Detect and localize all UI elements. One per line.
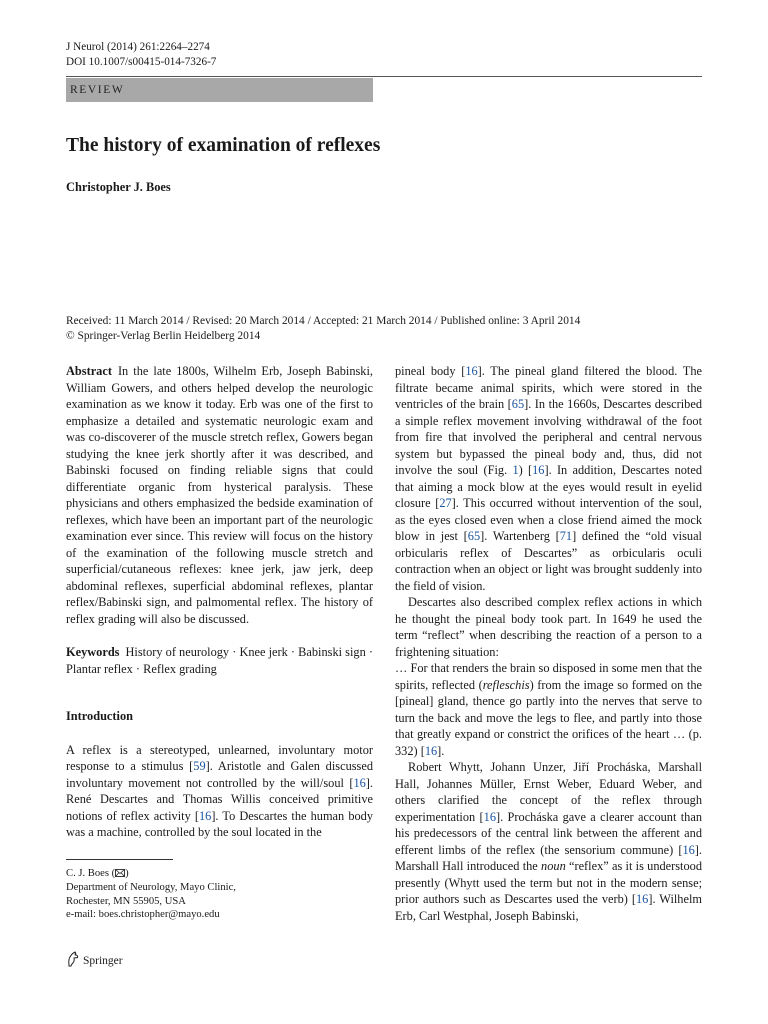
keyword-separator: · <box>229 645 240 659</box>
footnote-rule <box>66 859 173 860</box>
abstract <box>66 363 373 627</box>
publisher-name: Springer <box>83 954 123 967</box>
citation-link[interactable]: 65 <box>467 529 481 543</box>
text-run: ) [ <box>518 463 533 477</box>
keywords <box>66 644 373 677</box>
correspondence-author <box>66 867 236 881</box>
text-run: ]. Aristotle and Galen discussed involuntary movement not controlled by the will/soul [ <box>66 759 373 790</box>
block-quote <box>395 660 702 759</box>
body-paragraph: Descartes also described complex reflex actions in which he thought the pineal body took part. In 1649 he used the term “reflect” when describing the reaction of a person to a frightening situation: <box>395 595 702 659</box>
italic-term: refleschis <box>482 677 530 692</box>
text-run: ]. The pineal gland filtered the blood. The filtrate became animal spirits, which were stored in the ventricles of the brain [ <box>395 364 702 411</box>
category-banner: REVIEW <box>66 78 373 102</box>
text-run: pineal body [ <box>395 364 466 378</box>
header-rule <box>66 76 702 77</box>
keyword-separator: · <box>365 645 373 659</box>
keywords-label: Keywords <box>66 645 120 659</box>
citation-link[interactable]: 27 <box>439 496 452 510</box>
abstract-text: In the late 1800s, Wilhelm Erb, Joseph Babinski, William Gowers, and others helped develop the neurologic examination as we know it today. Erb was one of the first to emphasize a detailed and systematic neurologic exam and was co-discoverer of the muscle stretch reflex, Gowers began studying the knee jerk shortly after it was described, and Babinski focused on finding reliable signs that could differentiate organic from hysterical paralysis. These physicians and others emphasized the bedside examination of reflexes, which have been an important part of the neurologic examination ever since. This review will focus on the history of the examination of the following muscle stretch and superficial/cutaneous reflexes: knee jerk, jaw jerk, deep abdominal reflexes, superficial abdominal reflexes, plantar reflex/Babinski sign, and palmomental reflex. The history of reflex grading will also be discussed. <box>66 364 373 626</box>
figure-link[interactable]: 1 <box>512 463 519 477</box>
left-column <box>66 363 373 841</box>
citation-link[interactable]: 59 <box>193 759 206 773</box>
text-run: ]. In addition, Descartes noted that aiming a mock blow at the eyes would result in eyelid closure [ <box>395 463 702 510</box>
keyword-item: Reflex grading <box>143 661 217 676</box>
citation-link[interactable]: 65 <box>511 397 525 411</box>
text-run: “reflex” as it is understood presently (Whytt used the term but not in the modern sense; prior authors such as Descartes used the verb) [ <box>395 859 702 906</box>
italic-term: noun <box>541 859 566 873</box>
abstract-label: Abstract <box>66 364 112 378</box>
journal-citation: J Neurol (2014) 261:2264–2274 <box>66 41 210 53</box>
citation-link[interactable]: 16 <box>353 775 366 790</box>
body-paragraph <box>395 363 702 594</box>
keyword-separator: · <box>287 645 299 659</box>
body-paragraph <box>395 759 702 924</box>
keyword-item: History of neurology <box>125 645 230 659</box>
text-run: ]. Marshall Hall introduced the <box>395 842 702 873</box>
keyword-item: Plantar reflex <box>66 661 133 676</box>
text-run: Robert Whytt, Johann Unzer, Jiří Procháska, Marshall Hall, Johannes Müller, Ernst Weber, Eduard Weber, and others clarified the concept of the reflex through experimentation [ <box>395 760 702 824</box>
doi[interactable]: DOI 10.1007/s00415-014-7326-7 <box>66 56 217 68</box>
affil-name: C. J. Boes ( <box>66 868 116 879</box>
text-run: ]. Wilhelm Erb, Carl Westphal, Joseph Babinski, <box>395 892 702 923</box>
publication-dates: Received: 11 March 2014 / Revised: 20 March 2014 / Accepted: 21 March 2014 / Published online: 3 April 2014 <box>66 315 581 327</box>
citation-link[interactable]: 16 <box>532 463 545 477</box>
author-name: Christopher J. Boes <box>66 180 171 194</box>
text-run: ]. René Descartes and Thomas Willis conceived primitive notions of reflex activity [ <box>66 775 373 823</box>
text-run: ]. Procháska gave a clearer account than his predecessors of the central link between the afferent and efferent limbs of the reflex (the sensorium commune) [ <box>395 809 702 857</box>
text-run: ]. Wartenberg [ <box>480 529 560 543</box>
affil-department: Department of Neurology, Mayo Clinic, <box>66 881 236 893</box>
copyright-line: © Springer-Verlag Berlin Heidelberg 2014 <box>66 330 261 342</box>
affil-email[interactable]: e-mail: boes.christopher@mayo.edu <box>66 909 220 921</box>
author-affiliation <box>66 867 236 922</box>
text-run: ) from the image so formed on the [pineal] gland, thence go partly into the nerves that serve to turn the back and move the legs to flee, and partly into those that greatly expand or constrict the orifices of the heart … (p. 332) [ <box>395 677 702 758</box>
text-run: ] defined the “old visual orbicularis reflex of Descartes” as orbicularis oculi contraction when an object or light was brought suddenly into the field of vision. <box>395 529 702 593</box>
text-run: ]. To Descartes the human body was a machine, controlled by the soul located in the <box>66 808 374 839</box>
article-history <box>66 314 580 344</box>
citation-link[interactable]: 71 <box>559 529 573 543</box>
citation-link[interactable]: 16 <box>635 892 649 906</box>
citation-link[interactable]: 16 <box>465 364 478 378</box>
text-run: ]. This occurred without intervention of the soul, as the eyes closed even when a close friend aimed the mock blow in jest [ <box>395 496 702 543</box>
keyword-separator: · <box>132 661 144 676</box>
article-title: The history of examination of reflexes <box>66 135 381 156</box>
publisher-footer <box>66 951 123 970</box>
affil-paren: ) <box>125 868 129 879</box>
citation-link[interactable]: 16 <box>424 743 438 758</box>
citation-link[interactable]: 16 <box>483 809 497 824</box>
envelope-icon <box>115 868 125 879</box>
text-run: ]. <box>437 743 445 758</box>
keyword-item: Babinski sign <box>298 645 366 659</box>
section-heading-introduction: Introduction <box>66 709 133 723</box>
intro-paragraph <box>66 742 373 841</box>
springer-horse-icon <box>66 951 79 970</box>
text-run: A reflex is a stereotyped, unlearned, involuntary motor response to a stimulus [ <box>66 742 373 773</box>
journal-header <box>66 40 216 70</box>
right-column <box>395 363 702 924</box>
text-run: ]. In the 1660s, Descartes described a simple reflex movement involving withdrawal of the foot from fire that involved the peripheral and central nervous system but bypassed the pineal body and, thus, did not involve the soul (Fig. <box>395 397 702 477</box>
citation-link[interactable]: 16 <box>198 808 212 823</box>
citation-link[interactable]: 16 <box>682 842 695 857</box>
keyword-item: Knee jerk <box>239 645 288 659</box>
affil-city: Rochester, MN 55905, USA <box>66 895 186 907</box>
text-run: … For that renders the brain so disposed in some men that the spirits, reflected ( <box>395 661 702 692</box>
